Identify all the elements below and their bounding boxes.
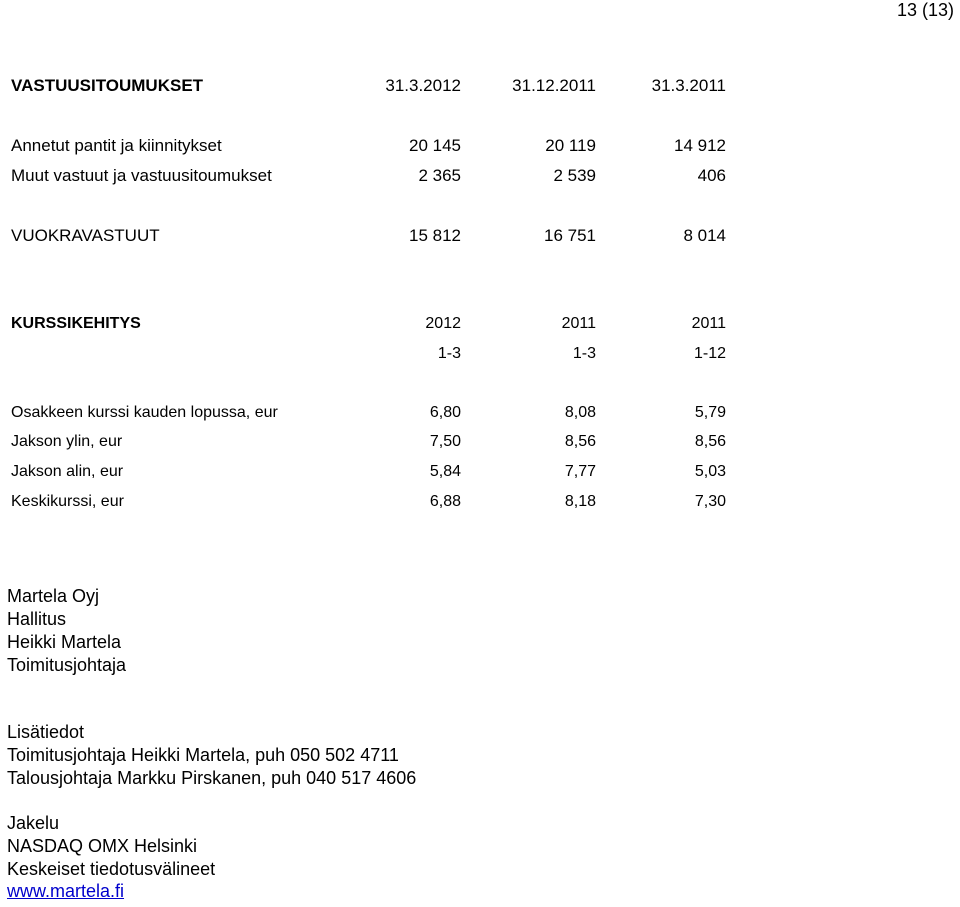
signature-company: Martela Oyj — [7, 586, 100, 606]
commitments-row-value: 2 539 — [553, 166, 596, 185]
commitments-col-header-2: 31.12.2011 — [512, 76, 596, 95]
lease-label: VUOKRAVASTUUT — [11, 226, 160, 245]
share-price-row-value: 8,56 — [694, 433, 726, 450]
share-price-row-value: 8,08 — [564, 404, 596, 421]
signature-title: Toimitusjohtaja — [7, 655, 127, 675]
commitments-row-value: 20 145 — [409, 136, 461, 155]
share-price-year: 2011 — [691, 315, 726, 332]
share-price-row-label: Osakkeen kurssi kauden lopussa, eur — [11, 404, 278, 421]
commitments-row-label: Muut vastuut ja vastuusitoumukset — [11, 166, 272, 185]
share-price-row-value: 7,30 — [694, 493, 726, 510]
lease-value: 8 014 — [683, 226, 726, 245]
share-price-period: 1-3 — [437, 345, 461, 362]
share-price-row-label: Jakson ylin, eur — [11, 433, 123, 450]
share-price-row-value: 6,80 — [429, 404, 461, 421]
share-price-row-value: 8,56 — [564, 433, 596, 450]
contact-heading: Lisätiedot — [7, 722, 85, 742]
share-price-period: 1-3 — [572, 345, 596, 362]
share-price-row-value: 7,77 — [564, 463, 596, 480]
commitments-row-value: 14 912 — [674, 136, 726, 155]
contact-ceo: Toimitusjohtaja Heikki Martela, puh 050 502 4711 — [7, 745, 399, 765]
lease-value: 16 751 — [544, 226, 596, 245]
commitments-row-label: Annetut pantit ja kiinnitykset — [11, 136, 222, 155]
commitments-row-value: 20 119 — [545, 136, 596, 155]
share-price-year: 2011 — [561, 315, 596, 332]
share-price-row-value: 7,50 — [429, 433, 461, 450]
commitments-row-value: 406 — [697, 166, 726, 185]
commitments-heading: VASTUUSITOUMUKSET — [11, 76, 204, 95]
distribution-exchange: NASDAQ OMX Helsinki — [7, 836, 198, 856]
share-price-row-value: 5,79 — [694, 404, 726, 421]
signature-name: Heikki Martela — [7, 632, 122, 652]
distribution-heading: Jakelu — [7, 813, 60, 833]
share-price-row-value: 5,84 — [429, 463, 461, 480]
commitments-col-header-1: 31.3.2012 — [385, 76, 461, 95]
share-price-row-value: 8,18 — [564, 493, 596, 510]
page-number: 13 (13) — [896, 0, 954, 20]
lease-value: 15 812 — [409, 226, 461, 245]
signature-board: Hallitus — [7, 609, 67, 629]
commitments-row-value: 2 365 — [418, 166, 461, 185]
share-price-row-label: Keskikurssi, eur — [11, 493, 124, 510]
website-link[interactable]: www.martela.fi — [7, 881, 125, 901]
share-price-row-value: 5,03 — [694, 463, 726, 480]
commitments-col-header-3: 31.3.2011 — [651, 76, 726, 95]
contact-cfo: Talousjohtaja Markku Pirskanen, puh 040 517 4606 — [7, 768, 417, 788]
distribution-media: Keskeiset tiedotusvälineet — [7, 859, 216, 879]
share-price-period: 1-12 — [693, 345, 726, 362]
share-price-year: 2012 — [425, 315, 461, 332]
share-price-row-label: Jakson alin, eur — [11, 463, 124, 480]
share-price-row-value: 6,88 — [429, 493, 461, 510]
share-price-heading: KURSSIKEHITYS — [11, 315, 141, 332]
